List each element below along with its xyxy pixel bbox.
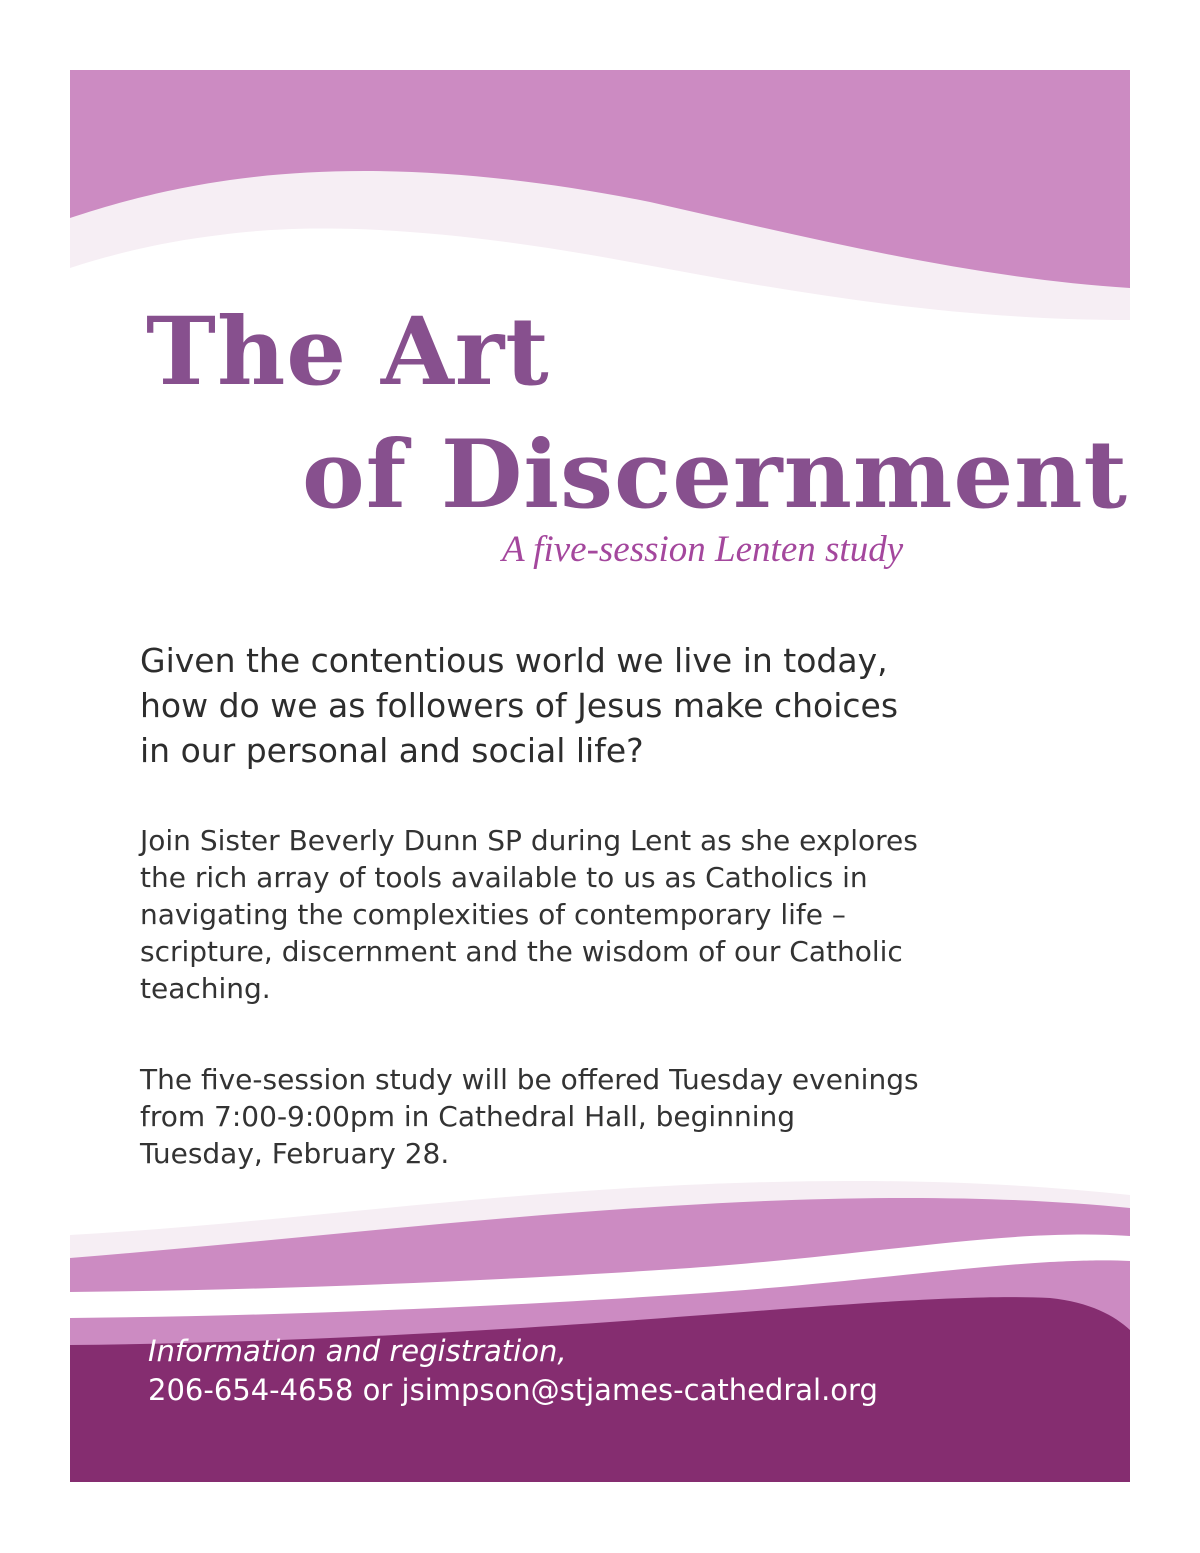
footer-info-line: Information and registration, (148, 1334, 567, 1368)
schedule-line: The five-session study will be offered Tuesday evenings (140, 1063, 919, 1096)
schedule-line: Tuesday, February 28. (140, 1137, 450, 1170)
footer-contact-line: 206-654-4658 or jsimpson@stjames-cathedral.org (148, 1373, 878, 1407)
description-line: Join Sister Beverly Dunn SP during Lent as she explores (140, 824, 918, 857)
schedule-line: from 7:00-9:00pm in Cathedral Hall, beginning (140, 1100, 795, 1133)
question-text (140, 638, 1100, 773)
description-line: navigating the complexities of contemporary life – (140, 898, 846, 931)
subtitle: A five-session Lenten study (502, 529, 904, 570)
question-line: Given the contentious world we live in today, (140, 641, 888, 680)
description-paragraph (140, 822, 1100, 1007)
description-line: the rich array of tools available to us as Catholics in (140, 861, 868, 894)
description-line: scripture, discernment and the wisdom of our Catholic (140, 935, 903, 968)
footer-contact-block (148, 1332, 878, 1410)
question-line: how do we as followers of Jesus make choices (140, 686, 899, 725)
top-wave-banner (70, 70, 1130, 330)
flyer (70, 70, 1130, 1482)
question-line: in our personal and social life? (140, 731, 644, 770)
title-line-1: The Art (146, 297, 550, 407)
title-line-2: of Discernment (302, 420, 1128, 530)
bottom-wave-banner (70, 1140, 1130, 1482)
description-line: teaching. (140, 972, 271, 1005)
